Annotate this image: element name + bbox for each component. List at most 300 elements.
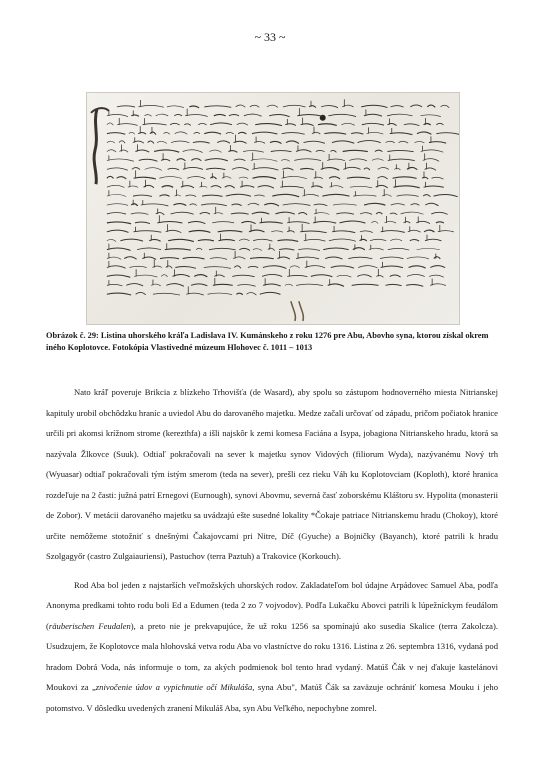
charter-image (86, 92, 460, 325)
handwriting-stroke (390, 133, 413, 135)
handwriting-stroke (358, 266, 377, 268)
paragraph (46, 382, 498, 567)
handwriting-stroke (196, 248, 202, 250)
handwriting-stroke (401, 212, 424, 214)
handwriting-stroke (184, 124, 191, 126)
handwriting-stroke (431, 212, 447, 214)
handwriting-stroke (159, 177, 181, 179)
handwriting-stroke (281, 160, 290, 162)
handwriting-stroke (329, 177, 340, 179)
handwriting-stroke (287, 231, 294, 233)
handwriting-stroke (239, 248, 250, 250)
handwriting-stroke (229, 115, 239, 116)
handwriting-stroke (275, 212, 294, 214)
handwriting-stroke (234, 266, 241, 269)
handwriting-stroke (388, 159, 415, 161)
handwriting-stroke (267, 105, 278, 107)
handwriting-stroke (279, 249, 294, 250)
handwriting-stroke (117, 124, 137, 126)
handwriting-stroke (390, 213, 397, 215)
handwriting-stroke (329, 239, 356, 241)
handwriting-stroke (270, 141, 281, 143)
paragraph-text: ), a preto nie je prekvapujúce, že už roku 1256 sa spomínajú ako susedia Skalice (terra Zakolcza). Usudzujem, že Koplotovce mala hlohovská vetva rodu Aba vo vlastníctve do roku 1316. Listina z 26. septembra 1316, vydaná pod hradom Dobrá Voda, nás informuje o tom, za akých podmienok bol tento hrad vydaný. Matúš Čák v nej ďakuje kastelánovi Moukovi za „ (46, 620, 498, 692)
handwriting-stroke (236, 293, 242, 294)
handwriting-stroke (287, 222, 309, 224)
handwriting-stroke (107, 176, 114, 178)
handwriting-stroke (134, 275, 157, 277)
handwriting-stroke (210, 177, 216, 179)
handwriting-stroke (139, 159, 158, 161)
handwriting-stroke (107, 123, 113, 125)
handwriting-stroke (131, 204, 138, 206)
handwriting-stroke (214, 114, 226, 115)
handwriting-stroke (290, 266, 300, 268)
handwriting-stroke (166, 266, 172, 268)
handwriting-stroke (386, 141, 395, 143)
handwriting-stroke (357, 275, 371, 277)
handwriting-stroke (107, 230, 129, 232)
handwriting-stroke (422, 177, 428, 179)
handwriting-stroke (168, 168, 179, 170)
handwriting-stroke (131, 213, 149, 215)
handwriting-stroke (407, 257, 429, 259)
handwriting-stroke (424, 123, 431, 125)
handwriting-stroke (243, 151, 264, 153)
handwriting-stroke (333, 204, 357, 205)
handwriting-stroke (138, 132, 146, 134)
handwriting-stroke (271, 231, 283, 232)
handwriting-stroke (144, 115, 151, 117)
handwriting-stroke (436, 123, 443, 125)
handwriting-stroke (372, 159, 384, 161)
handwriting-stroke (187, 176, 205, 178)
handwriting-stroke (285, 284, 293, 286)
handwriting-stroke (199, 186, 207, 187)
handwriting-stroke (153, 293, 180, 295)
handwriting-stroke (173, 204, 186, 206)
handwriting-stroke (318, 124, 337, 126)
handwriting-stroke (226, 194, 251, 196)
handwriting-stroke (366, 132, 383, 134)
handwriting-stroke (434, 257, 440, 259)
handwriting-stroke (411, 204, 420, 206)
handwriting-stroke (313, 221, 336, 223)
handwriting-stroke (269, 115, 289, 117)
handwriting-stroke (322, 194, 349, 196)
handwriting-stroke (239, 177, 248, 178)
handwriting-stroke (201, 204, 227, 206)
handwriting-stroke (393, 177, 417, 179)
handwriting-stroke (252, 212, 270, 214)
handwriting-stroke (324, 133, 346, 134)
handwriting-stroke (151, 284, 161, 286)
handwriting-stroke (353, 195, 376, 196)
handwriting-stroke (309, 106, 316, 108)
handwriting-stroke (237, 123, 248, 125)
handwriting-stroke (126, 284, 143, 286)
handwriting-stroke (429, 142, 446, 144)
handwriting-stroke (222, 177, 231, 179)
handwriting-stroke (107, 275, 130, 277)
handwriting-stroke (250, 105, 259, 107)
handwriting-stroke (107, 133, 125, 135)
handwriting-stroke (204, 106, 231, 107)
handwriting-stroke (298, 249, 320, 251)
handwriting-stroke (262, 274, 282, 276)
handwriting-stroke (271, 151, 292, 152)
handwriting-stroke (393, 186, 419, 188)
handwriting-stroke (327, 159, 345, 161)
handwriting-stroke (328, 284, 344, 286)
paragraph-text: syna Abu", Matúš Čák sa zaväzuje ochrániť komesa Mouku i jeho potomstvo. V dôsledku uvedených zranení Mikuláš Aba, syn Abu Veľkého, nepochybne zomrel. (46, 682, 498, 713)
handwriting-stroke (246, 293, 256, 296)
handwriting-stroke (336, 213, 354, 214)
handwriting-stroke (228, 151, 237, 153)
handwriting-stroke (410, 105, 422, 107)
handwriting-stroke (420, 115, 440, 117)
handwriting-stroke (415, 142, 425, 143)
handwriting-stroke (177, 159, 186, 161)
handwriting-stroke (217, 141, 230, 143)
handwriting-stroke (423, 195, 430, 197)
handwriting-stroke (376, 212, 382, 214)
handwriting-stroke (404, 222, 411, 223)
handwriting-stroke (407, 167, 417, 169)
handwriting-stroke (417, 248, 440, 249)
handwriting-stroke (387, 150, 413, 151)
handwriting-stroke (137, 248, 161, 250)
handwriting-stroke (424, 186, 444, 187)
handwriting-stroke (225, 186, 235, 188)
handwriting-stroke (129, 266, 146, 267)
handwriting-stroke (175, 195, 181, 196)
handwriting-stroke (205, 159, 228, 161)
handwriting-stroke (260, 292, 281, 294)
handwriting-stroke (332, 231, 355, 233)
handwriting-stroke (252, 168, 278, 170)
handwriting-stroke (161, 275, 167, 277)
handwriting-stroke (312, 132, 320, 134)
handwriting-stroke (282, 168, 293, 170)
handwriting-stroke (254, 195, 264, 196)
handwriting-stroke (183, 257, 205, 259)
handwriting-stroke (387, 114, 412, 116)
handwriting-stroke (236, 105, 246, 107)
handwriting-stroke (362, 123, 384, 125)
handwriting-stroke (189, 106, 199, 108)
handwriting-stroke (255, 124, 282, 126)
handwriting-stroke (160, 258, 179, 259)
handwriting-stroke (264, 203, 279, 206)
handwriting-stroke (218, 231, 243, 232)
handwriting-stroke (209, 248, 236, 250)
handwriting-stroke (436, 133, 459, 135)
handwriting-stroke (133, 231, 161, 232)
handwriting-stroke (434, 195, 458, 197)
handwriting-stroke (252, 132, 277, 134)
handwriting-stroke (302, 194, 319, 196)
handwriting-stroke (407, 275, 425, 277)
handwriting-stroke (157, 222, 182, 223)
emphasis-text: räuberischen Feudalen (48, 620, 131, 631)
handwriting-stroke (231, 213, 249, 214)
handwriting-stroke (107, 141, 115, 143)
handwriting-stroke (385, 284, 401, 285)
handwriting-stroke (316, 150, 325, 151)
handwriting-stroke (211, 186, 221, 188)
handwriting-stroke (107, 222, 131, 224)
handwriting-stroke (183, 167, 203, 169)
handwriting-stroke (135, 222, 150, 224)
handwriting-stroke (406, 284, 423, 286)
handwriting-stroke (259, 222, 282, 223)
handwriting-stroke (156, 213, 165, 215)
handwriting-stroke (134, 177, 156, 179)
handwriting-stroke (436, 222, 444, 223)
handwriting-stroke (294, 159, 321, 161)
handwriting-stroke (206, 168, 225, 169)
handwriting-stroke (343, 150, 368, 151)
handwriting-stroke (352, 284, 379, 285)
handwriting-stroke (210, 258, 227, 260)
handwriting-stroke (417, 132, 431, 134)
handwriting-stroke (128, 186, 138, 187)
handwriting-stroke (204, 132, 221, 134)
handwriting-stroke (300, 168, 314, 169)
handwriting-stroke (283, 105, 306, 107)
handwriting-stroke (304, 239, 326, 241)
paragraph (46, 575, 498, 719)
handwriting-stroke (351, 133, 363, 134)
handwriting-stroke (343, 167, 360, 169)
emphasis-text: znivočenie údov a vypichnutie očí Mikuláša, (95, 682, 255, 692)
handwriting-stroke (314, 204, 328, 206)
handwriting-stroke (175, 267, 196, 269)
handwriting-stroke (331, 266, 354, 268)
handwriting-stroke (162, 186, 173, 188)
handwriting-stroke (272, 194, 299, 197)
handwriting-stroke (429, 275, 444, 277)
handwriting-stroke (394, 168, 400, 170)
handwriting-stroke (173, 275, 190, 277)
handwriting-stroke (311, 275, 333, 277)
handwriting-stroke (300, 231, 326, 233)
handwriting-stroke (145, 168, 162, 171)
handwriting-stroke (399, 141, 409, 143)
handwriting-stroke (183, 150, 203, 153)
handwriting-stroke (421, 150, 444, 152)
handwriting-stroke (232, 275, 254, 277)
handwriting-stroke (107, 204, 128, 206)
handwriting-stroke (191, 284, 207, 286)
handwriting-stroke (107, 266, 126, 268)
handwriting-stroke (107, 212, 126, 214)
handwriting-stroke (168, 239, 194, 241)
handwriting-stroke (175, 132, 188, 134)
handwriting-stroke (165, 249, 191, 250)
handwriting-stroke (296, 257, 319, 259)
handwriting-stroke (232, 168, 249, 171)
handwriting-stroke (378, 167, 389, 169)
handwriting-stroke (364, 168, 370, 170)
handwriting-stroke (375, 150, 383, 151)
handwriting-stroke (119, 150, 128, 152)
handwriting-stroke (376, 276, 383, 278)
handwriting-stroke (314, 177, 323, 179)
handwriting-stroke (226, 133, 234, 134)
handwriting-stroke (387, 124, 396, 126)
handwriting-stroke (136, 292, 146, 294)
handwriting-stroke (390, 275, 401, 277)
handwriting-stroke (404, 124, 420, 126)
handwriting-stroke (117, 106, 135, 107)
handwriting-stroke (170, 123, 180, 125)
handwriting-stroke (248, 203, 259, 205)
handwriting-stroke (357, 141, 380, 143)
handwriting-stroke (281, 176, 307, 178)
figure-caption: Obrázok č. 29: Listina uhorského kráľa Ladislava IV. Kumánskeho z roku 1276 pre Abu, Abovho syna, ktorou získal okrem iného Koplotovce. Fotokópia Vlastivedné múzeum Hlohovec č. 1011 – 1013 (46, 331, 489, 352)
handwriting-stroke (212, 222, 234, 223)
handwriting-stroke (371, 221, 378, 223)
handwriting-stroke (409, 266, 426, 268)
handwriting-stroke (253, 239, 272, 241)
handwriting-stroke (430, 266, 445, 268)
handwriting-stroke (107, 159, 134, 161)
handwriting-stroke (148, 141, 154, 143)
handwriting-stroke (424, 230, 434, 232)
handwriting-stroke (297, 115, 322, 117)
handwriting-stroke (332, 141, 354, 143)
handwriting-stroke (427, 105, 435, 107)
handwriting-stroke (218, 240, 234, 241)
handwriting-stroke (160, 195, 170, 196)
handwriting-stroke (390, 239, 402, 241)
handwriting-stroke (388, 248, 409, 250)
handwriting-stroke (157, 141, 167, 143)
handwriting-stroke (171, 141, 189, 143)
handwriting-stroke (132, 168, 140, 170)
handwriting-stroke (391, 106, 404, 107)
handwriting-stroke (107, 168, 128, 170)
handwriting-stroke (305, 266, 325, 268)
handwriting-stroke (239, 239, 250, 241)
handwriting-stroke (234, 159, 246, 161)
handwriting-stroke (124, 257, 136, 260)
handwriting-stroke (188, 222, 205, 224)
handwriting-stroke (397, 195, 419, 197)
handwriting-stroke (380, 257, 403, 259)
handwriting-stroke (194, 275, 207, 277)
handwriting-stroke (258, 186, 274, 189)
handwriting-stroke (198, 240, 214, 241)
page-number: ~ 33 ~ (254, 30, 286, 44)
handwriting-stroke (161, 159, 170, 161)
handwriting-stroke (107, 248, 131, 250)
handwriting-stroke (244, 114, 262, 116)
handwriting-stroke (321, 106, 338, 108)
article-body (46, 382, 498, 718)
handwriting-stroke (167, 106, 184, 108)
handwriting-stroke (209, 150, 221, 152)
handwriting-stroke (360, 231, 373, 233)
handwriting-stroke (410, 240, 419, 242)
handwriting-stroke (202, 195, 222, 196)
handwriting-stroke (198, 123, 206, 125)
handwriting-stroke (364, 203, 385, 205)
handwriting-stroke (304, 141, 325, 143)
handwriting-stroke (238, 132, 246, 134)
handwriting-stroke (191, 159, 201, 161)
handwriting-stroke (186, 293, 204, 295)
handwriting-stroke (361, 105, 387, 107)
handwriting-stroke (138, 105, 163, 107)
handwriting-stroke (296, 284, 323, 285)
handwriting-stroke (253, 249, 262, 251)
handwriting-stroke (213, 284, 233, 285)
handwriting-stroke (298, 212, 307, 214)
handwriting-stroke (382, 195, 391, 197)
handwriting-stroke (143, 124, 167, 125)
handwriting-stroke (144, 185, 154, 187)
handwriting-stroke (189, 230, 211, 232)
handwriting-stroke (166, 284, 184, 287)
handwriting-stroke (423, 159, 439, 162)
handwriting-stroke (323, 248, 348, 250)
handwriting-stroke (107, 185, 124, 187)
handwriting-stroke (325, 257, 342, 259)
handwriting-stroke (190, 204, 197, 206)
handwriting-stroke (194, 132, 200, 133)
handwriting-stroke (131, 115, 139, 116)
handwriting-stroke (425, 239, 441, 241)
handwriting-stroke (438, 231, 454, 232)
handwriting-stroke (204, 267, 231, 269)
handwriting-stroke (341, 123, 354, 125)
handwriting-stroke (263, 284, 281, 286)
charter-handwriting (87, 93, 459, 324)
handwriting-stroke (360, 239, 367, 241)
handwriting-stroke (330, 150, 336, 152)
handwriting-stroke (141, 204, 169, 206)
handwriting-stroke (129, 132, 135, 134)
handwriting-stroke (208, 293, 233, 294)
handwriting-stroke (425, 203, 438, 206)
handwriting-stroke (248, 266, 258, 267)
handwriting-stroke (237, 285, 255, 287)
handwriting-stroke (163, 132, 169, 134)
handwriting-stroke (263, 266, 286, 269)
handwriting-stroke (340, 221, 366, 223)
handwriting-stroke (119, 141, 125, 143)
handwriting-stroke (364, 114, 382, 116)
handwriting-stroke (391, 204, 405, 205)
handwriting-stroke (251, 159, 278, 161)
handwriting-stroke (133, 195, 152, 196)
handwriting-stroke (282, 133, 305, 135)
handwriting-stroke (349, 159, 367, 161)
handwriting-stroke (107, 239, 116, 241)
handwriting-stroke (107, 194, 126, 196)
handwriting-stroke (253, 177, 277, 179)
handwriting-stroke (174, 114, 182, 115)
handwriting-stroke (280, 186, 303, 188)
handwriting-stroke (210, 123, 232, 125)
handwriting-stroke (150, 132, 156, 135)
handwriting-stroke (440, 105, 449, 107)
handwriting-stroke (377, 177, 387, 180)
handwriting-stroke (171, 212, 194, 214)
handwriting-stroke (154, 150, 179, 152)
